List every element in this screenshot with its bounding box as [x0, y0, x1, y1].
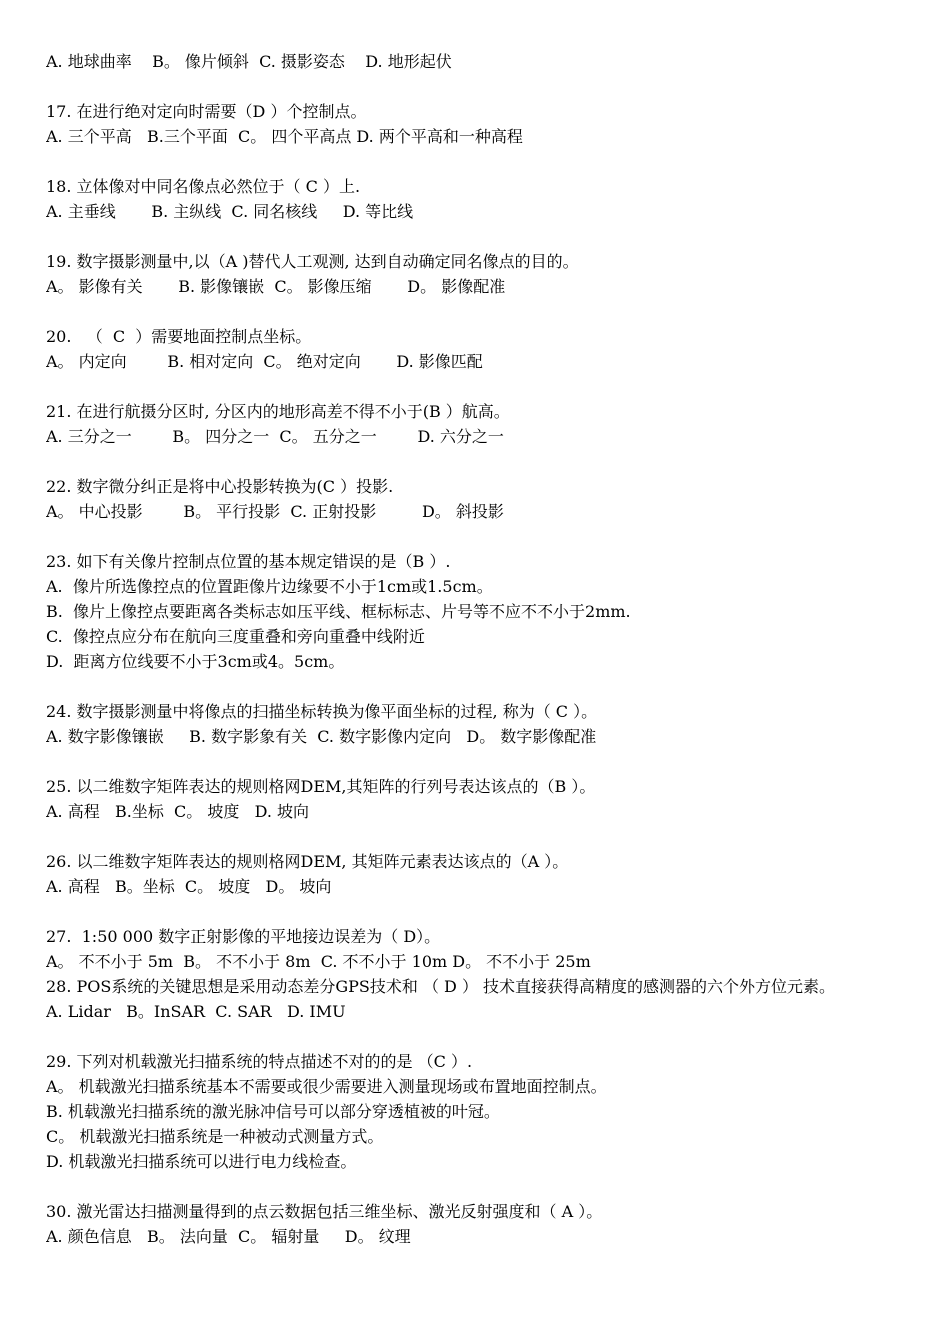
- option-line: A. 三分之一 B。 四分之一 C。 五分之一 D. 六分之一: [46, 427, 504, 446]
- question-text: A. 地球曲率 B。 像片倾斜 C. 摄影姿态 D. 地形起伏: [46, 52, 452, 71]
- question-block: [46, 249, 916, 299]
- question-text: 23. 如下有关像片控制点位置的基本规定错误的是（B ）.: [46, 552, 451, 571]
- question-text: 29. 下列对机载激光扫描系统的特点描述不对的的是 （C ）.: [46, 1052, 473, 1071]
- question-block: [46, 1049, 916, 1174]
- option-line: A。 机载激光扫描系统基本不需要或很少需要进入测量现场或布置地面控制点。: [46, 1077, 607, 1096]
- question-block: [46, 849, 916, 899]
- question-block: [46, 324, 916, 374]
- spacer: [46, 1174, 916, 1199]
- exam-document: [46, 49, 916, 1249]
- spacer: [46, 524, 916, 549]
- option-line: A. Lidar B。InSAR C. SAR D. IMU: [46, 1002, 346, 1021]
- spacer: [46, 299, 916, 324]
- spacer: [46, 899, 916, 924]
- question-block: [46, 699, 916, 749]
- option-line: 28. POS系统的关键思想是采用动态差分GPS技术和 （ D ） 技术直接获得高精度的感测器的六个外方位元素。: [46, 977, 836, 996]
- question-text: 30. 激光雷达扫描测量得到的点云数据包括三维坐标、激光反射强度和（ A ）。: [46, 1202, 603, 1221]
- question-text: 24. 数字摄影测量中将像点的扫描坐标转换为像平面坐标的过程, 称为（ C ）。: [46, 702, 598, 721]
- question-block: [46, 924, 916, 1024]
- question-block: [46, 1199, 916, 1249]
- question-block: [46, 49, 916, 74]
- option-line: A. 高程 B。坐标 C。 坡度 D。 坡向: [46, 877, 332, 896]
- option-line: A。 影像有关 B. 影像镶嵌 C。 影像压缩 D。 影像配准: [46, 277, 506, 296]
- spacer: [46, 374, 916, 399]
- spacer: [46, 824, 916, 849]
- question-block: [46, 174, 916, 224]
- question-text: 21. 在进行航摄分区时, 分区内的地形高差不得不小于(B ）航高。: [46, 402, 510, 421]
- question-text: 26. 以二维数字矩阵表达的规则格网DEM, 其矩阵元素表达该点的（A ）。: [46, 852, 569, 871]
- question-text: 25. 以二维数字矩阵表达的规则格网DEM,其矩阵的行列号表达该点的（B ）。: [46, 777, 596, 796]
- question-text: 22. 数字微分纠正是将中心投影转换为(C ）投影.: [46, 477, 394, 496]
- option-line: B. 机载激光扫描系统的激光脉冲信号可以部分穿透植被的叶冠。: [46, 1102, 500, 1121]
- option-line: A. 颜色信息 B。 法向量 C。 辐射量 D。 纹理: [46, 1227, 411, 1246]
- option-line: A. 像片所选像控点的位置距像片边缘要不小于1cm或1.5cm。: [46, 577, 493, 596]
- question-block: [46, 549, 916, 674]
- option-line: A。 不不小于 5m B。 不不小于 8m C. 不不小于 10m D。 不不小于 25m: [46, 952, 591, 971]
- option-line: A. 数字影像镶嵌 B. 数字影象有关 C. 数字影像内定向 D。 数字影像配准: [46, 727, 597, 746]
- spacer: [46, 749, 916, 774]
- question-text: 20. （ C ）需要地面控制点坐标。: [46, 327, 312, 346]
- option-line: D. 距离方位线要不小于3cm或4。5cm。: [46, 652, 345, 671]
- question-text: 18. 立体像对中同名像点必然位于（ C ）上.: [46, 177, 361, 196]
- question-block: [46, 474, 916, 524]
- option-line: C. 像控点应分布在航向三度重叠和旁向重叠中线附近: [46, 627, 425, 646]
- option-line: C。 机载激光扫描系统是一种被动式测量方式。: [46, 1127, 384, 1146]
- question-block: [46, 774, 916, 824]
- option-line: A. 高程 B.坐标 C。 坡度 D. 坡向: [46, 802, 310, 821]
- question-text: 17. 在进行绝对定向时需要（D ）个控制点。: [46, 102, 367, 121]
- option-line: A. 主垂线 B. 主纵线 C. 同名核线 D. 等比线: [46, 202, 414, 221]
- spacer: [46, 674, 916, 699]
- spacer: [46, 449, 916, 474]
- option-line: D. 机载激光扫描系统可以进行电力线检查。: [46, 1152, 357, 1171]
- question-text: 27. 1:50 000 数字正射影像的平地接边误差为（ D）。: [46, 927, 441, 946]
- option-line: A. 三个平高 B.三个平面 C。 四个平高点 D. 两个平高和一种高程: [46, 127, 523, 146]
- option-line: B. 像片上像控点要距离各类标志如压平线、框标标志、片号等不应不不小于2mm.: [46, 602, 631, 621]
- option-line: A。 中心投影 B。 平行投影 C. 正射投影 D。 斜投影: [46, 502, 504, 521]
- spacer: [46, 1024, 916, 1049]
- option-line: A。 内定向 B. 相对定向 C。 绝对定向 D. 影像匹配: [46, 352, 483, 371]
- spacer: [46, 149, 916, 174]
- question-block: [46, 99, 916, 149]
- question-block: [46, 399, 916, 449]
- question-text: 19. 数字摄影测量中,以（A )替代人工观测, 达到自动确定同名像点的目的。: [46, 252, 579, 271]
- spacer: [46, 74, 916, 99]
- spacer: [46, 224, 916, 249]
